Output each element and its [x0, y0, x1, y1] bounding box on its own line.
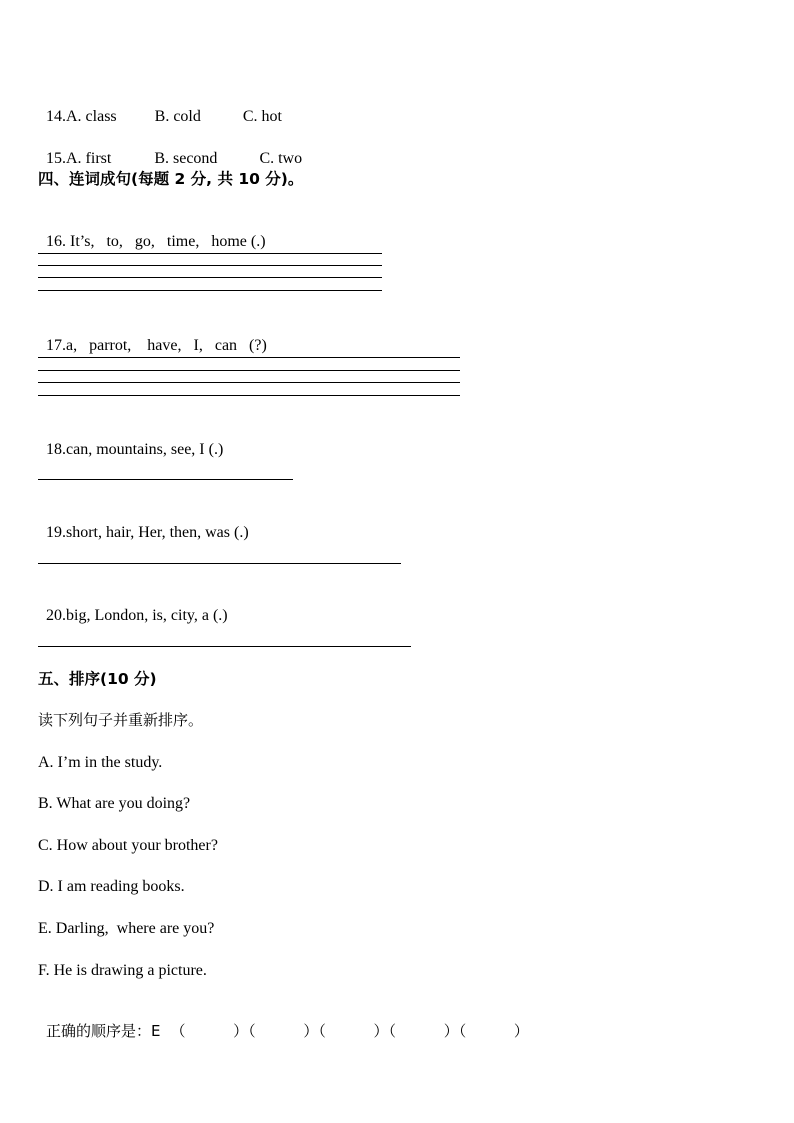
- question-19: [38, 503, 249, 543]
- sentence-d: D. I am reading books.: [38, 878, 185, 895]
- answer-line: [38, 479, 293, 480]
- answer-line: [38, 265, 382, 266]
- option-c: C. two: [259, 150, 303, 167]
- answer-line: [38, 646, 411, 647]
- option-c: C. hot: [242, 108, 282, 125]
- answer-line: [38, 277, 382, 278]
- answer-blanks: （ ）（ ）（ ）（ ）（ ）: [170, 1022, 529, 1040]
- question-number: 18.: [46, 441, 66, 458]
- section-5-title: 五、排序(10 分): [38, 670, 157, 688]
- question-14: [38, 87, 282, 127]
- option-b: B. second: [154, 150, 218, 167]
- question-text: a, parrot, have, I, can (?): [66, 337, 267, 354]
- question-number: 19.: [46, 524, 66, 541]
- question-number: 16: [46, 233, 62, 250]
- answer-order: [38, 1001, 529, 1042]
- section-4-title: 四、连词成句(每题 2 分, 共 10 分)。: [38, 170, 304, 188]
- answer-line: [38, 370, 460, 371]
- answer-line: [38, 253, 382, 254]
- answer-line: [38, 563, 401, 564]
- question-number: 17.: [46, 337, 66, 354]
- question-text: big, London, is, city, a (.): [66, 607, 228, 624]
- answer-line: [38, 382, 460, 383]
- sentence-c: C. How about your brother?: [38, 837, 218, 854]
- sentence-a: A. I’m in the study.: [38, 754, 163, 771]
- sentence-e: E. Darling, where are you?: [38, 920, 215, 937]
- answer-line: [38, 395, 460, 396]
- sentence-b: B. What are you doing?: [38, 795, 191, 812]
- question-number: 14.: [46, 108, 66, 125]
- question-number: 20.: [46, 607, 66, 624]
- sentence-f: F. He is drawing a picture.: [38, 962, 207, 979]
- question-text: . It’s, to, go, time, home (.): [62, 233, 266, 250]
- question-number: 15.: [46, 150, 66, 167]
- section-5-instruction: 读下列句子并重新排序。: [38, 711, 204, 729]
- option-b: B. cold: [154, 108, 201, 125]
- question-15: [38, 129, 302, 169]
- answer-line: [38, 357, 460, 358]
- question-text: can, mountains, see, I (.): [66, 441, 224, 458]
- question-18: [38, 420, 223, 460]
- question-20: [38, 586, 228, 626]
- question-17: [38, 316, 267, 356]
- question-16: [38, 212, 266, 252]
- option-a: A. first: [66, 150, 112, 167]
- answer-label: 正确的顺序是：E: [46, 1022, 161, 1040]
- option-a: A. class: [66, 108, 117, 125]
- answer-line: [38, 290, 382, 291]
- question-text: short, hair, Her, then, was (.): [66, 524, 249, 541]
